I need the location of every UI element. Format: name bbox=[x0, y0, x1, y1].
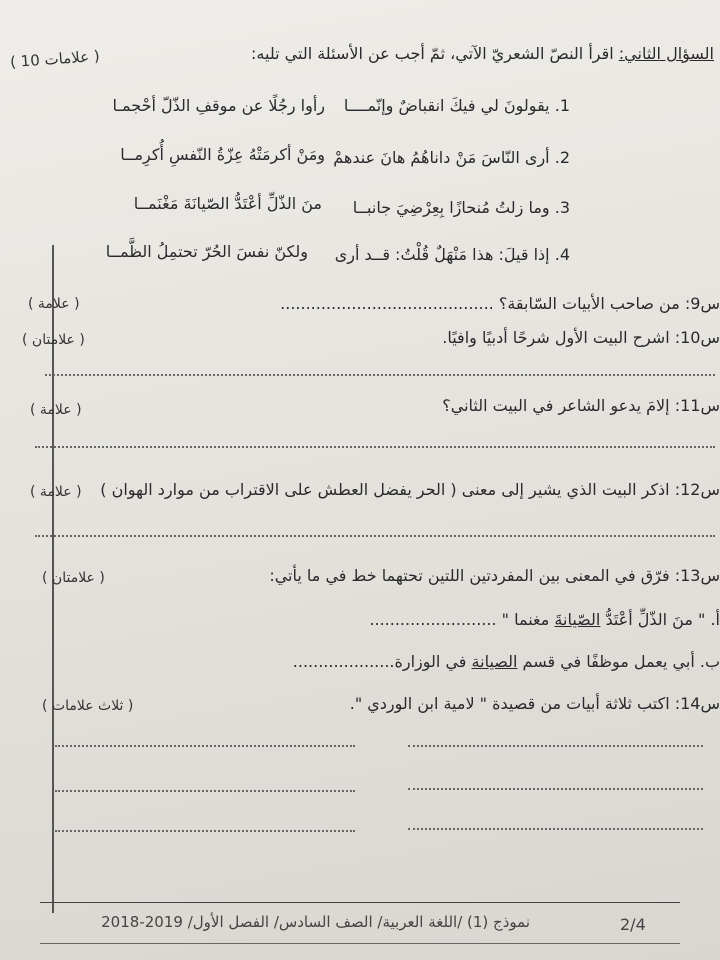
question-14-marks: ( ثلاث علامات ) bbox=[42, 698, 134, 714]
answer-line[interactable] bbox=[408, 745, 703, 747]
page-number: 2/4 bbox=[620, 915, 646, 934]
answer-line[interactable] bbox=[35, 446, 715, 448]
question-13-b-suffix: في الوزارة.................... bbox=[292, 652, 472, 671]
question-14: س14: اكتب ثلاثة أبيات من قصيدة " لامية ابن الوردي ". bbox=[349, 694, 720, 713]
question-10-marks: ( علامتان ) bbox=[22, 332, 85, 348]
answer-line[interactable] bbox=[45, 374, 715, 376]
question-13-b-prefix: ب. أبي يعمل موظفًا في قسم bbox=[517, 652, 720, 671]
verse-number: 4. bbox=[554, 245, 570, 264]
question-12: س12: اذكر البيت الذي يشير إلى معنى ( الحر يفضل العطش على الاقتراب من موارد الهوان ) bbox=[100, 480, 720, 499]
question-13-a-word: الصّيانةَ bbox=[554, 610, 601, 629]
question-13-b-word: الصيانة bbox=[471, 652, 518, 671]
verse-4-left: ولكنّ نفسَ الحُرّ تحتمِلُ الظَّمــا bbox=[105, 242, 308, 261]
question-12-marks: ( علامة ) bbox=[30, 484, 82, 500]
section-marks: ( 10 علامات ) bbox=[9, 46, 101, 72]
verse-1-right bbox=[344, 96, 570, 115]
answer-line[interactable] bbox=[35, 535, 715, 537]
answer-line[interactable] bbox=[55, 790, 355, 792]
verse-2-left: ومَنْ أكرمَتْهُ عِزّةُ النّفسِ أُكرِمــا bbox=[120, 145, 325, 164]
question-13-b bbox=[293, 652, 720, 671]
verse-3-right bbox=[353, 198, 570, 217]
section-instruction: اقرأ النصّ الشعريّ الآتي، ثمّ أجب عن الأسئلة التي تليه: bbox=[251, 44, 614, 63]
question-13-marks: ( علامتان ) bbox=[42, 570, 105, 586]
question-13: س13: فرّق في المعنى بين المفردتين اللتين تحتهما خط في ما يأتي: bbox=[269, 566, 720, 585]
verse-number: 3. bbox=[554, 198, 570, 217]
section-header bbox=[251, 44, 714, 63]
question-13-a-suffix: مغنما " ......................... bbox=[369, 610, 555, 629]
verse-number: 2. bbox=[554, 148, 570, 167]
section-label: السؤال الثاني: bbox=[618, 44, 714, 63]
verse-text: يقولونَ لي فيكَ انقباضٌ وإنّمــــا bbox=[343, 96, 550, 115]
question-9: س9: من صاحب الأبيات السّابقة؟ .......................................... bbox=[280, 294, 720, 313]
question-10: س10: اشرح البيت الأول شرحًا أدبيًا وافيًا. bbox=[442, 328, 720, 347]
verse-number: 1. bbox=[554, 96, 570, 115]
question-11-marks: ( علامة ) bbox=[30, 402, 82, 418]
verse-text: أرى النّاسَ مَنْ داناهُمُ هانَ عندهمْ bbox=[333, 148, 550, 167]
answer-line[interactable] bbox=[55, 830, 355, 832]
verse-2-right bbox=[333, 148, 570, 167]
page-footer bbox=[40, 902, 680, 944]
verse-4-right bbox=[335, 245, 570, 264]
question-13-a-prefix: أ. " منَ الذّلِّ أعْتَدُّ bbox=[600, 610, 720, 629]
verse-3-left: منَ الذّلِّ أعْتَدُّ الصّيانَةَ مَغْنَمــا bbox=[133, 194, 322, 213]
verse-1-left: رأوا رجُلًا عن موقفِ الذّلّ أحْجمـا bbox=[112, 96, 325, 115]
question-11: س11: إلامَ يدعو الشاعر في البيت الثاني؟ bbox=[442, 396, 720, 415]
question-9-marks: ( علامة ) bbox=[28, 296, 80, 312]
question-13-a bbox=[369, 610, 720, 629]
answer-line[interactable] bbox=[408, 788, 703, 790]
footer-text: نموذج (1) /اللغة العربية/ الصف السادس/ الفصل الأول/ 2019-2018 bbox=[101, 913, 530, 931]
verse-text: إذا قيلَ: هذا مَنْهَلٌ قُلْتُ: قــد أرى bbox=[334, 245, 550, 264]
answer-line[interactable] bbox=[55, 745, 355, 747]
answer-line[interactable] bbox=[408, 828, 703, 830]
verse-text: وما زلتُ مُنحازًا بِعِرْضِيَ جانبــا bbox=[352, 198, 550, 217]
